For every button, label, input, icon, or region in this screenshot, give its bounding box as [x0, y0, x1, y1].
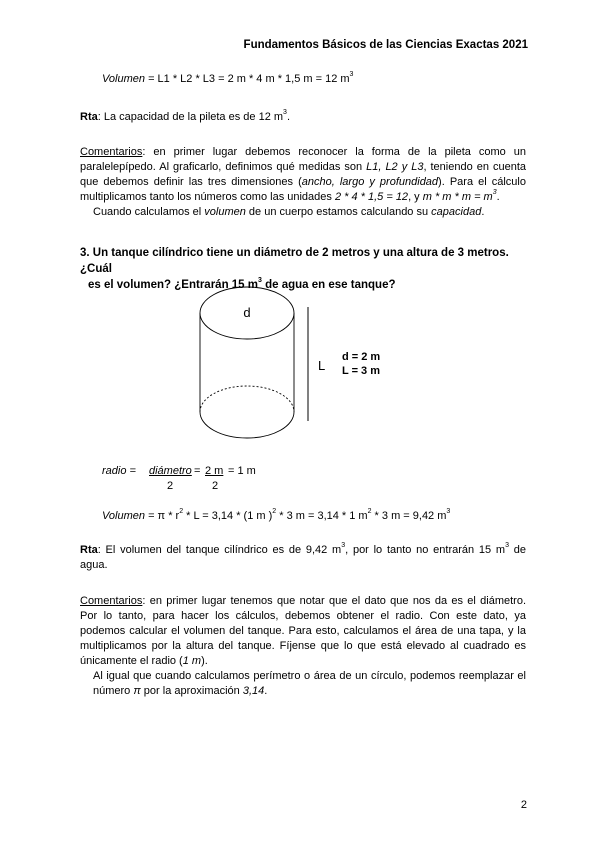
radius-lhs: radio =: [102, 465, 136, 477]
cylinder-bottom-back: [200, 386, 294, 412]
radius-eq-1: =: [194, 465, 201, 477]
comment-2: Comentarios: en primer lugar tenemos que notar que el dato que nos da es el diámetro. Por lo tanto, para hacer los cálculos, debemos obtener el radio. Con este dato, ya podemos calcular el volumen del tanque. Para esto, calculamos el área de una tapa, y la multiplicamos por la altura del tanque. Fíjense que lo que está elevado al cuadrado es únicamente el radio (1 m).: [80, 595, 526, 667]
volume-formula-1: Volumen = L1 * L2 * L3 = 2 m * 4 m * 1,5 m = 12 $m^3$: [102, 71, 354, 85]
question-3-line-1: 3. Un tanque cilíndrico tiene un diámetro de 2 metros y una altura de 3 metros. ¿Cuál: [80, 247, 509, 275]
comment-1-paragraph-2: Cuando calculamos el volumen de un cuerpo estamos calculando su capacidad.: [93, 206, 485, 218]
legend-length: L = 3 m: [342, 365, 381, 377]
volume-formula-2: Volumen = $\pi * r^2 * L = 3,14 * (1$ m )$^2$ * 3 m = 3,14 * 1 $m^2 * 3$ m = 9,42 $m^3$: [102, 508, 451, 522]
diameter-label: d: [243, 305, 251, 320]
radius-numerator-1: diámetro: [149, 465, 192, 477]
radius-denominator-2: 2: [212, 480, 219, 492]
cylinder-diagram: [190, 285, 420, 455]
answer-1: Rta: La capacidad de la pileta es de 12 $m^3$.: [80, 109, 290, 123]
radius-numerator-2: 2 m: [205, 465, 224, 477]
legend-diameter: d = 2 m: [342, 351, 381, 363]
question-3-line-2: es el volumen? ¿Entrarán 15 $m^3$ de agua en ese tanque?: [88, 277, 396, 291]
radius-result: = 1 m: [228, 465, 256, 477]
height-label: L: [318, 358, 326, 373]
radius-formula: [102, 464, 302, 494]
radius-denominator-1: 2: [167, 480, 174, 492]
comment-1: Comentarios: en primer lugar debemos reconocer la forma de la pileta como un paralelepípedo. Al graficarlo, definimos qué medidas son L1, L2 y L3, teniendo en cuenta que debemos definir las tres dimensiones (ancho, largo y profundidad). Para el cálculo multiplicamos tanto los números como las unidades 2 * 4 * 1,5 = 12, y $m * m * m = m^3$.: [80, 146, 526, 203]
comment-2-paragraph-2: Al igual que cuando calculamos perímetro o área de un círculo, podemos reemplazar el número π por la aproximación 3,14.: [93, 670, 526, 697]
answer-2: Rta: El volumen del tanque cilíndrico es de 9,42 $m^3$, por lo tanto no entrarán 15 $m^3$ de agua.: [80, 542, 527, 571]
page-number: 2: [520, 799, 527, 811]
page-header: Fundamentos Básicos de las Ciencias Exactas 2021: [243, 39, 528, 51]
cylinder-bottom-front: [200, 412, 294, 438]
